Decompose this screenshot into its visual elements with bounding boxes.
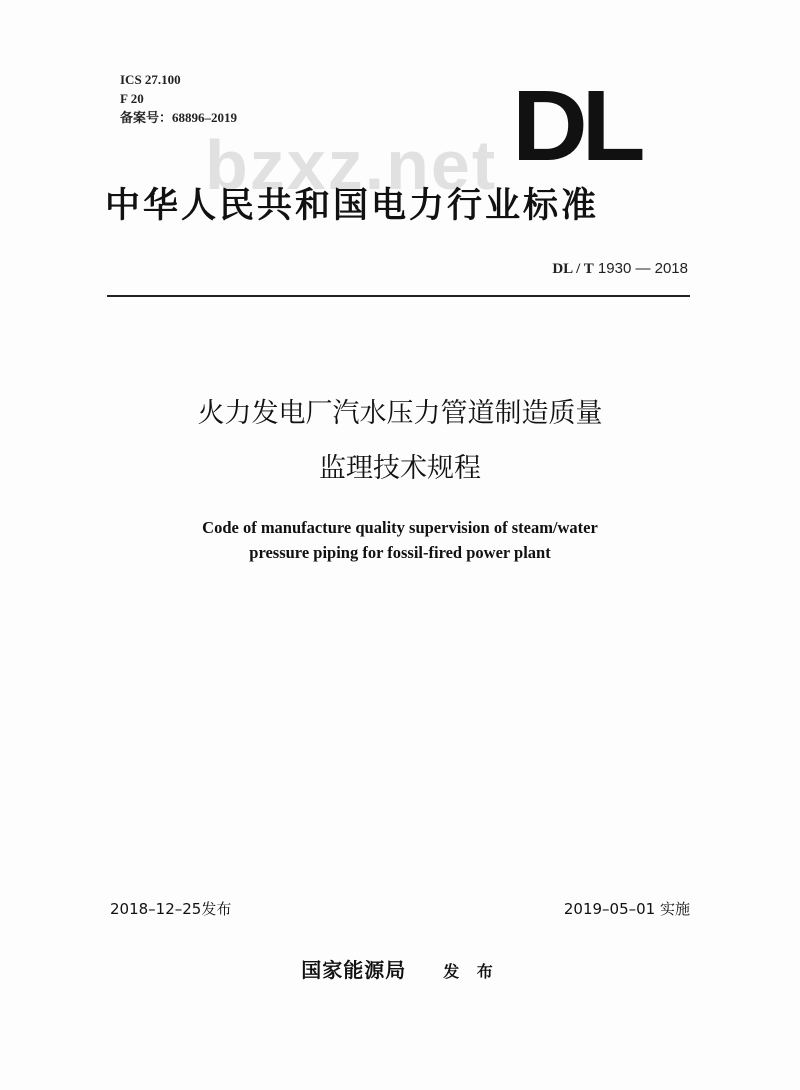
issue-word: 发 布: [443, 962, 499, 981]
title-cn-line1: 火力发电厂汽水压力管道制造质量: [197, 398, 603, 429]
issue-date: 2018–12–25发布: [110, 900, 232, 918]
classification-block: [120, 70, 237, 127]
implementation-date: 2019–05–01 实施: [563, 900, 690, 918]
issuer: [0, 955, 800, 987]
header-divider: [107, 295, 690, 297]
standard-code: [552, 259, 688, 279]
watermark: bzxz.net: [205, 126, 498, 204]
dl-logo: DL: [512, 70, 640, 182]
title-en-line1: Code of manufacture quality supervision of steam/water: [202, 518, 598, 537]
ics-code: ICS 27.100: [120, 72, 181, 87]
title-en-line2: pressure piping for fossil-fired power plant: [249, 543, 551, 562]
title-cn-line2: 监理技术规程: [319, 453, 481, 484]
record-number: 备案号：68896–2019: [120, 110, 238, 125]
standard-code-prefix: DL / T: [552, 261, 594, 277]
issuer-organization: 国家能源局: [301, 958, 407, 982]
standard-code-number: 1930 — 2018: [597, 260, 688, 277]
ccs-code: F 20: [120, 91, 144, 106]
standard-organization: 中华人民共和国电力行业标准: [105, 186, 600, 226]
